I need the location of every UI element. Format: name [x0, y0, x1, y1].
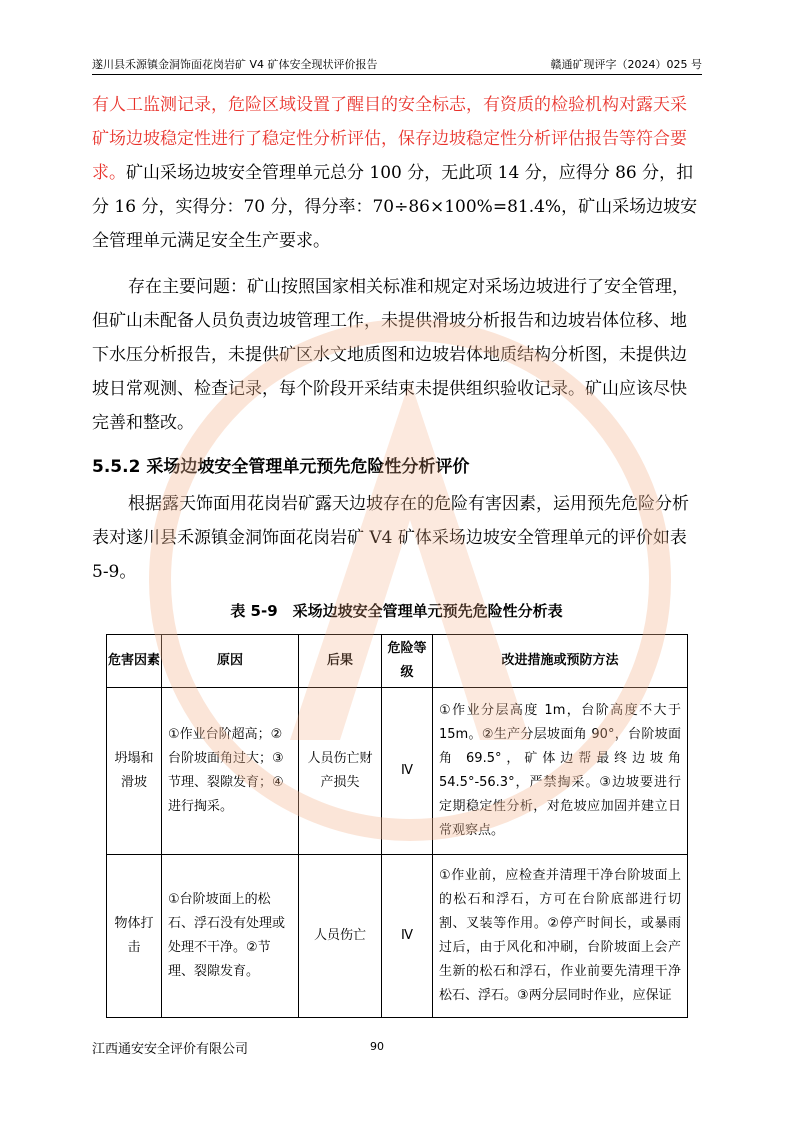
cell-result: 人员伤亡	[299, 855, 382, 1018]
paragraph-intro: 根据露天饰面用花岗岩矿露天边坡存在的危险有害因素，运用预先危险分析表对遂川县禾源镇金洞饰面花岗岩矿 V4 矿体采场边坡安全管理单元的评价如表 5-9。	[92, 494, 689, 582]
cell-level: Ⅳ	[382, 688, 433, 855]
table-title: 表 5-9 采场边坡安全管理单元预先危险性分析表	[230, 602, 563, 620]
table-row	[107, 688, 688, 855]
footer-company: 江西通安安全评价有限公司	[92, 1042, 249, 1057]
section-heading: 5.5.2 采场边坡安全管理单元预先危险性分析评价	[92, 457, 470, 477]
cell-result: 人员伤亡财产损失	[299, 688, 382, 855]
header-measure: 改进措施或预防方法	[433, 635, 688, 688]
cell-factor: 坍塌和滑坡	[107, 688, 162, 855]
header-level: 危险等级	[382, 635, 433, 688]
cell-level: Ⅳ	[382, 855, 433, 1018]
header-result: 后果	[299, 635, 382, 688]
score-text: 矿山采场边坡安全管理单元总分 100 分，无此项 14 分，应得分 86 分，扣分 16 分，实得分：70 分，得分率：70÷86×100%=81.4%，矿山采场边坡安全管理单元满足安全生产要求。	[92, 163, 698, 251]
document-number: 赣通矿现评字（2024）025 号	[550, 58, 702, 71]
table-header-row	[107, 635, 688, 688]
header-cause: 原因	[162, 635, 299, 688]
paragraph-problems: 存在主要问题：矿山按照国家相关标准和规定对采场边坡进行了安全管理，但矿山未配备人员负责边坡管理工作，未提供滑坡分析报告和边坡岩体位移、地下水压分析报告，未提供矿区水文地质图和边坡岩体地质结构分析图，未提供边坡日常观测、检查记录，每个阶段开采结束未提供组织验收记录。矿山应该尽快完善和整改。	[92, 277, 689, 433]
page-header	[92, 54, 702, 75]
table-row	[107, 855, 688, 1018]
compliance-text: 有人工监测记录，危险区域设置了醒目的安全标志，有资质的检验机构对露天采矿场边坡稳定性进行了稳定性分析评估，保存边坡稳定性分析评估报告等符合要求。	[92, 95, 687, 183]
page-number: 90	[370, 1040, 384, 1053]
cell-cause: ①台阶坡面上的松石、浮石没有处理或处理不干净。②节理、裂隙发育。	[162, 855, 299, 1018]
cell-factor: 物体打击	[107, 855, 162, 1018]
cell-measure: ①作业分层高度 1m，台阶高度不大于 15m。②生产分层坡面角 90°，台阶坡面角 69.5°，矿体边帮最终边坡角 54.5°-56.3°，严禁掏采。③边坡要进行定期稳定性分析，对危坡应加固并建立日常观察点。	[433, 688, 688, 855]
report-title: 遂川县禾源镇金洞饰面花岗岩矿 V4 矿体安全现状评价报告	[92, 58, 378, 71]
paragraph-summary	[92, 88, 700, 258]
cell-measure: ①作业前，应检查并清理干净台阶坡面上的松石和浮石，方可在台阶底部进行切割、叉装等作用。②停产时间长，或暴雨过后，由于风化和冲刷，台阶坡面上会产生新的松石和浮石，作业前要先清理干净松石、浮石。③两分层同时作业，应保证	[433, 855, 688, 1018]
hazard-analysis-table	[106, 634, 688, 1018]
cell-cause: ①作业台阶超高；②台阶坡面角过大；③节理、裂隙发育；④进行掏采。	[162, 688, 299, 855]
header-factor: 危害因素	[107, 635, 162, 688]
